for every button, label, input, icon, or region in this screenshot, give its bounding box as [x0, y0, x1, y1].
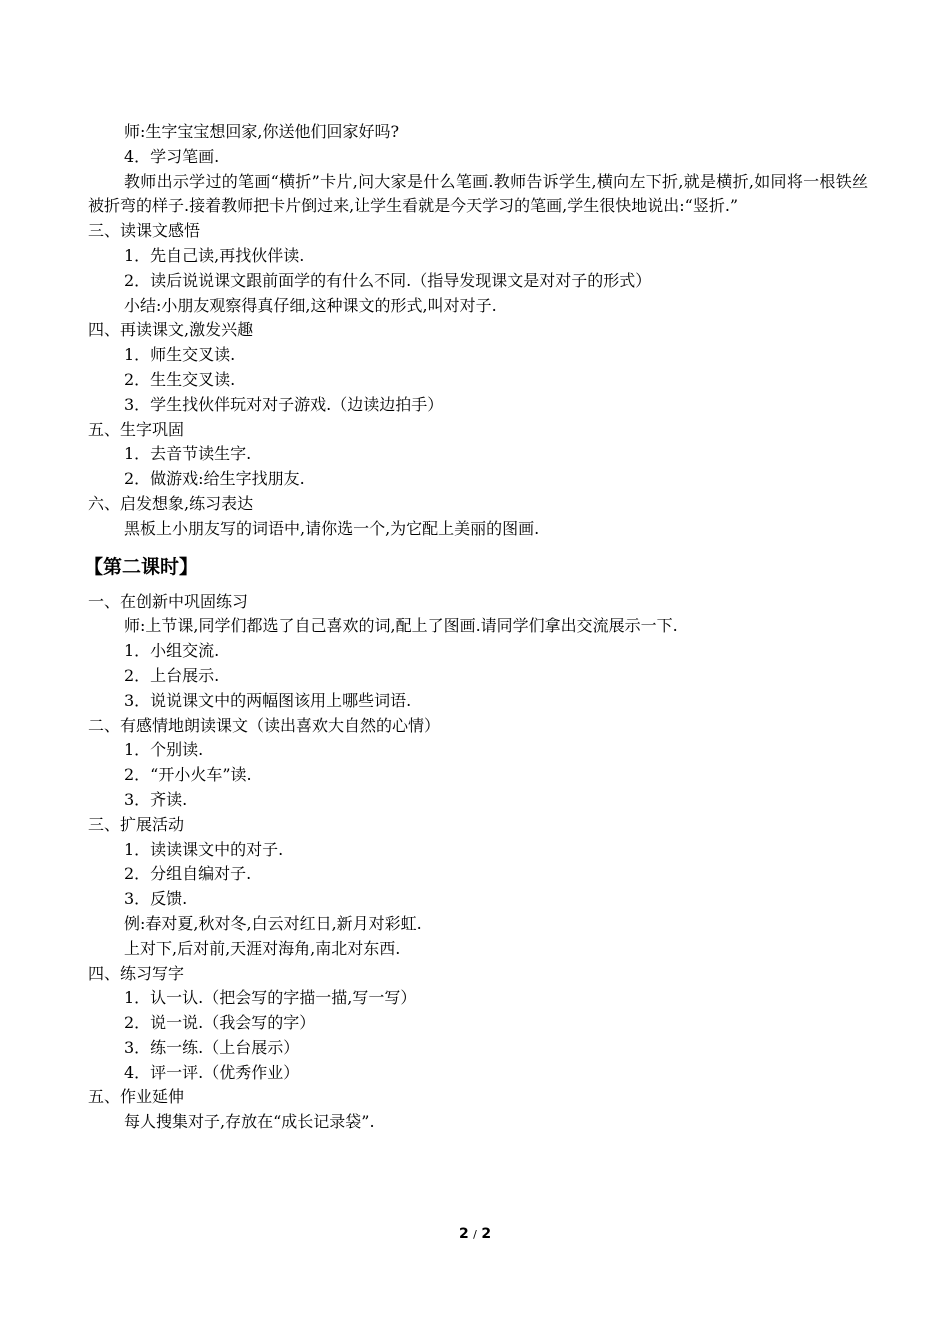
- example-line: 例:春对夏,秋对冬,白云对红日,新月对彩虹.: [124, 913, 422, 933]
- list-item: 3．齐读.: [124, 789, 188, 809]
- section-heading: 五、作业延伸: [88, 1087, 185, 1107]
- list-item: 2．读后说说课文跟前面学的有什么不同.（指导发现课文是对对子的形式）: [124, 270, 652, 290]
- list-item: 2．上台展示.: [124, 665, 220, 685]
- list-item: 2．做游戏:给生字找朋友.: [124, 469, 305, 489]
- section-heading: 三、读课文感悟: [88, 221, 201, 241]
- page-total: 2: [481, 1226, 492, 1242]
- teacher-line: 师:生字宝宝想回家,你送他们回家好吗?: [124, 122, 400, 141]
- list-item: 1．师生交叉读.: [124, 345, 236, 365]
- teacher-line: 师:上节课,同学们都选了自己喜欢的词,配上了图画.请同学们拿出交流展示一下.: [124, 616, 678, 636]
- list-item: 2．“开小火车”读.: [124, 765, 252, 785]
- page-separator: /: [473, 1228, 477, 1241]
- list-item: 1．小组交流.: [124, 641, 220, 661]
- list-item: 1．去音节读生字.: [124, 444, 252, 464]
- section-heading: 四、再读课文,激发兴趣: [88, 320, 254, 340]
- text-line: 黑板上小朋友写的词语中,请你选一个,为它配上美丽的图画.: [124, 518, 540, 538]
- list-item: 1．读读课文中的对子.: [124, 839, 284, 859]
- list-item: 4．学习笔画.: [124, 146, 220, 166]
- list-item: 2．生生交叉读.: [124, 369, 236, 389]
- list-item: 2．说一说.（我会写的字）: [124, 1013, 316, 1033]
- example-line: 上对下,后对前,天涯对海角,南北对东西.: [124, 938, 401, 958]
- section-heading: 四、练习写字: [88, 963, 185, 983]
- list-item: 3．说说课文中的两幅图该用上哪些词语.: [124, 690, 412, 710]
- section-heading: 二、有感情地朗读课文（读出喜欢大自然的心情）: [88, 715, 441, 735]
- list-item: 1．认一认.（把会写的字描一描,写一写）: [124, 988, 417, 1008]
- list-item: 4．评一评.（优秀作业）: [124, 1062, 300, 1082]
- summary-line: 小结:小朋友观察得真仔细,这种课文的形式,叫对对子.: [124, 295, 497, 315]
- list-item: 1．个别读.: [124, 740, 204, 760]
- lesson-heading: 【第二课时】: [84, 555, 199, 578]
- paragraph: 教师出示学过的笔画“横折”卡片,问大家是什么笔画.教师告诉学生,横向左下折,就是横折,如同将一根铁丝被折弯的样子.接着教师把卡片倒过来,让学生看就是今天学习的笔画,学生很快地说出:“竖折.”: [88, 171, 868, 216]
- section-heading: 六、启发想象,练习表达: [88, 493, 254, 513]
- list-item: 1．先自己读,再找伙伴读.: [124, 245, 305, 265]
- list-item: 3．学生找伙伴玩对对子游戏.（边读边拍手）: [124, 394, 444, 414]
- list-item: 3．反馈.: [124, 889, 188, 909]
- list-item: 3．练一练.（上台展示）: [124, 1037, 300, 1057]
- text-line: 每人搜集对子,存放在“成长记录袋”.: [124, 1112, 375, 1132]
- list-item: 2．分组自编对子.: [124, 864, 252, 884]
- section-heading: 三、扩展活动: [88, 814, 185, 834]
- section-heading: 五、生字巩固: [88, 419, 185, 439]
- section-heading: 一、在创新中巩固练习: [88, 591, 249, 611]
- page-current: 2: [458, 1226, 469, 1242]
- page-number: [0, 1226, 950, 1242]
- document-body: [84, 120, 868, 1135]
